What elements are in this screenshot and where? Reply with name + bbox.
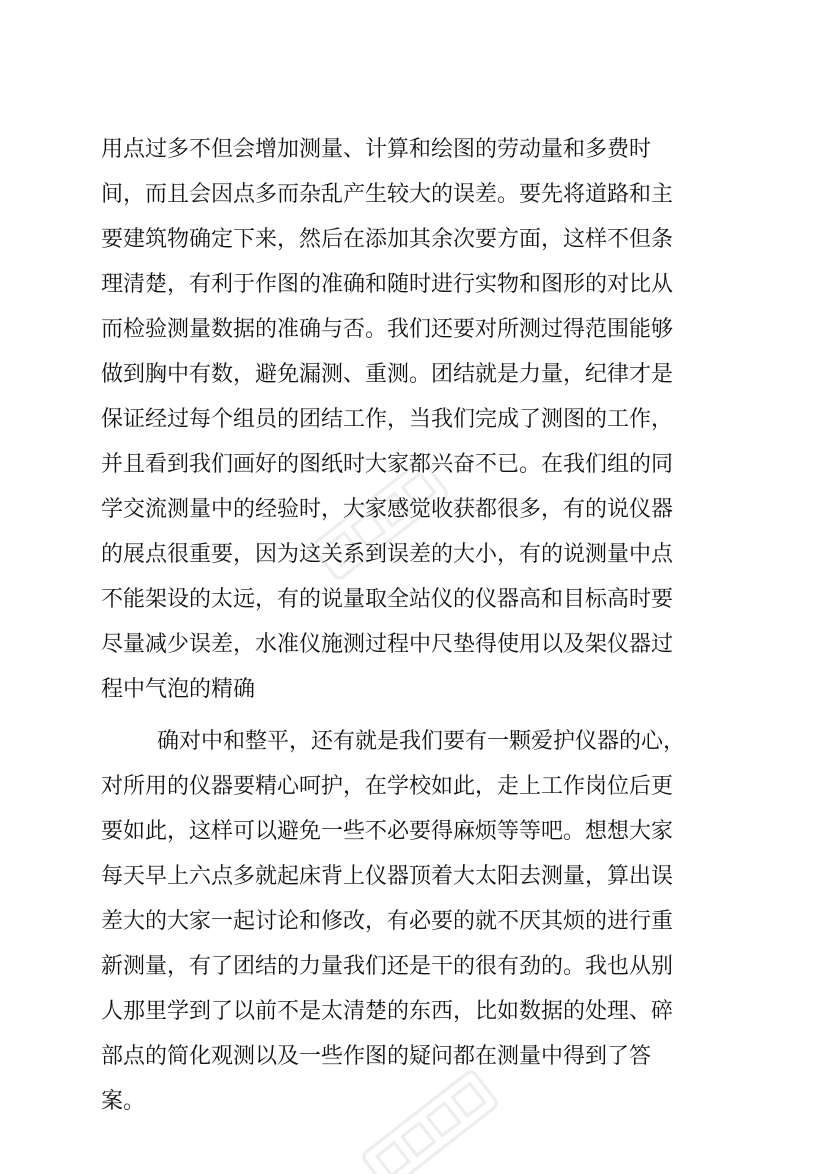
text-line: 案。 [101, 1089, 146, 1114]
text-line: 做到胸中有数，避免漏测、重测。团结就是力量，纪律才是 [101, 362, 674, 387]
text-line: 程中气泡的精确 [101, 677, 256, 702]
text-line: 部点的简化观测以及一些作图的疑问都在测量中得到了答 [101, 1044, 652, 1069]
paragraph-first-line: 确对中和整平，还有就是我们要有一颗爱护仪器的心， [157, 729, 686, 754]
text-line: 间，而且会因点多而杂乱产生较大的误差。要先将道路和主 [101, 182, 674, 207]
text-line: 而检验测量数据的准确与否。我们还要对所测过得范围能够 [101, 317, 674, 342]
text-line: 理清楚，有利于作图的准确和随时进行实物和图形的对比从 [101, 272, 674, 297]
text-line: 不能架设的太远，有的说量取全站仪的仪器高和目标高时要 [101, 587, 674, 612]
text-line: 尽量减少误差，水准仪施测过程中尺垫得使用以及架仪器过 [101, 632, 674, 657]
text-line: 的展点很重要，因为这关系到误差的大小，有的说测量中点 [101, 542, 674, 567]
text-line: 每天早上六点多就起床背上仪器顶着大太阳去测量，算出误 [101, 864, 674, 889]
text-line: 对所用的仪器要精心呵护，在学校如此，走上工作岗位后更 [101, 774, 674, 799]
text-line: 差大的大家一起讨论和修改，有必要的就不厌其烦的进行重 [101, 909, 674, 934]
text-line: 要如此，这样可以避免一些不必要得麻烦等等吧。想想大家 [101, 819, 674, 844]
text-line: 并且看到我们画好的图纸时大家都兴奋不已。在我们组的同 [101, 452, 674, 477]
text-line: 保证经过每个组员的团结工作，当我们完成了测图的工作， [101, 407, 674, 432]
text-line: 学交流测量中的经验时，大家感觉收获都很多，有的说仪器 [101, 497, 674, 522]
text-line: 要建筑物确定下来，然后在添加其余次要方面，这样不但条 [101, 227, 674, 252]
text-line: 用点过多不但会增加测量、计算和绘图的劳动量和多费时 [101, 137, 652, 162]
text-line: 人那里学到了以前不是太清楚的东西，比如数据的处理、碎 [101, 999, 674, 1024]
text-line: 新测量，有了团结的力量我们还是干的很有劲的。我也从别 [101, 954, 674, 979]
